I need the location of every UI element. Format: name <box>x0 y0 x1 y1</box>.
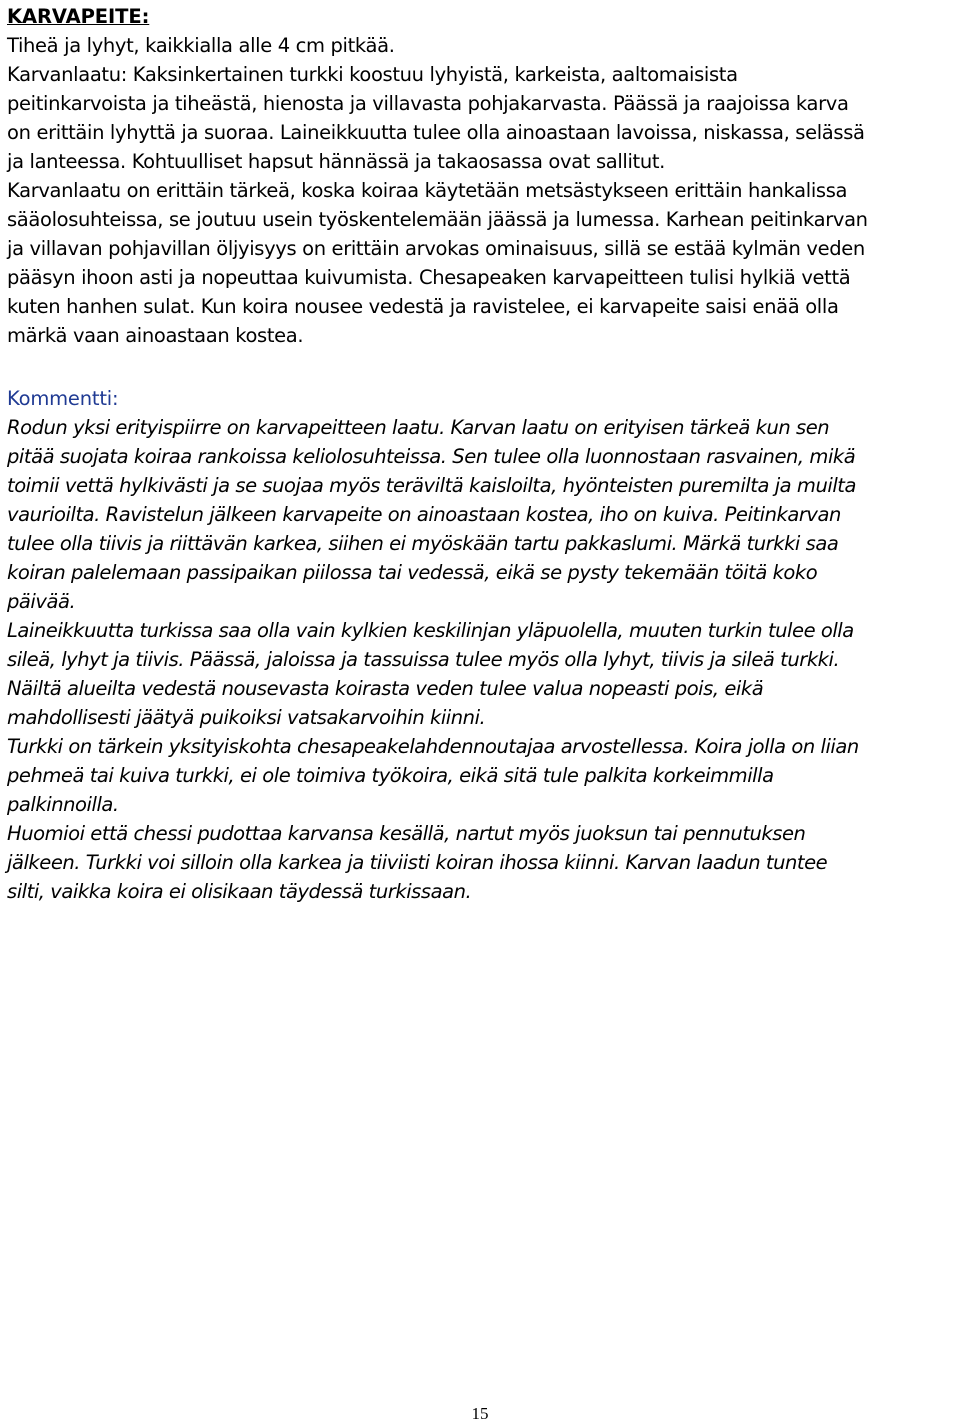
body-line: Tiheä ja lyhyt, kaikkialla alle 4 cm pitkää. <box>7 34 395 57</box>
body-line: ja villavan pohjavillan öljyisyys on erittäin arvokas ominaisuus, sillä se estää kylmän veden <box>7 237 865 260</box>
comment-line: Laineikkuutta turkissa saa olla vain kylkien keskilinjan yläpuolella, muuten turkin tulee olla <box>7 619 854 642</box>
comment-text <box>7 413 955 906</box>
body-line: on erittäin lyhyttä ja suoraa. Laineikkuutta tulee olla ainoastaan lavoissa, niskassa, selässä <box>7 121 865 144</box>
comment-line: sileä, lyhyt ja tiivis. Päässä, jaloissa ja tassuissa tulee myös olla lyhyt, tiivis ja sileä turkki. <box>7 648 840 671</box>
body-line: ja lanteessa. Kohtuulliset hapsut hännässä ja takaosassa ovat sallitut. <box>7 150 666 173</box>
comment-line: Rodun yksi erityispiirre on karvapeitteen laatu. Karvan laatu on erityisen tärkeä kun sen <box>7 416 830 439</box>
body-line: Karvanlaatu: Kaksinkertainen turkki koostuu lyhyistä, karkeista, aaltomaisista <box>7 63 738 86</box>
comment-line: jälkeen. Turkki voi silloin olla karkea ja tiiviisti koiran ihossa kiinni. Karvan laadun tuntee <box>7 851 828 874</box>
comment-line: koiran palelemaan passipaikan piilossa tai vedessä, eikä se pysty tekemään töitä koko <box>7 561 818 584</box>
breed-standard-text <box>7 31 955 350</box>
comment-line: Huomioi että chessi pudottaa karvansa kesällä, nartut myös juoksun tai pennutuksen <box>7 822 806 845</box>
body-line: kuten hanhen sulat. Kun koira nousee vedestä ja ravistelee, ei karvapeite saisi enää olla <box>7 295 839 318</box>
section-heading: KARVAPEITE: <box>7 5 150 28</box>
body-line: peitinkarvoista ja tiheästä, hienosta ja villavasta pohjakarvasta. Päässä ja raajoissa karva <box>7 92 849 115</box>
comment-line: mahdollisesti jäätyä puikoiksi vatsakarvoihin kiinni. <box>7 706 486 729</box>
comment-label: Kommentti: <box>7 387 119 410</box>
comment-line: pitää suojata koiraa rankoissa keliolosuhteissa. Sen tulee olla luonnostaan rasvainen, mikä <box>7 445 856 468</box>
comment-line: toimii vettä hylkivästi ja se suojaa myös teräviltä kaisloilta, hyönteisten puremilta ja muilta <box>7 474 857 497</box>
body-line: sääolosuhteissa, se joutuu usein työskentelemään jäässä ja lumessa. Karhean peitinkarvan <box>7 208 868 231</box>
body-line: märkä vaan ainoastaan kostea. <box>7 324 304 347</box>
body-line: pääsyn ihoon asti ja nopeuttaa kuivumista. Chesapeaken karvapeitteen tulisi hylkiä vettä <box>7 266 851 289</box>
comment-line: palkinnoilla. <box>7 793 119 816</box>
comment-line: Turkki on tärkein yksityiskohta chesapeakelahdennoutajaa arvostellessa. Koira jolla on liian <box>7 735 859 758</box>
page-number: 15 <box>471 1404 489 1423</box>
comment-line: päivää. <box>7 590 76 613</box>
body-line: Karvanlaatu on erittäin tärkeä, koska koiraa käytetään metsästykseen erittäin hankalissa <box>7 179 848 202</box>
comment-line: Näiltä alueilta vedestä nousevasta koirasta veden tulee valua nopeasti pois, eikä <box>7 677 764 700</box>
comment-line: pehmeä tai kuiva turkki, ei ole toimiva työkoira, eikä sitä tule palkita korkeimmilla <box>7 764 774 787</box>
document-page <box>7 0 955 906</box>
comment-line: silti, vaikka koira ei olisikaan täydessä turkissaan. <box>7 880 472 903</box>
comment-line: vaurioilta. Ravistelun jälkeen karvapeite on ainoastaan kostea, iho on kuiva. Peitinkarvan <box>7 503 841 526</box>
comment-line: tulee olla tiivis ja riittävän karkea, siihen ei myöskään tartu pakkaslumi. Märkä turkki saa <box>7 532 839 555</box>
